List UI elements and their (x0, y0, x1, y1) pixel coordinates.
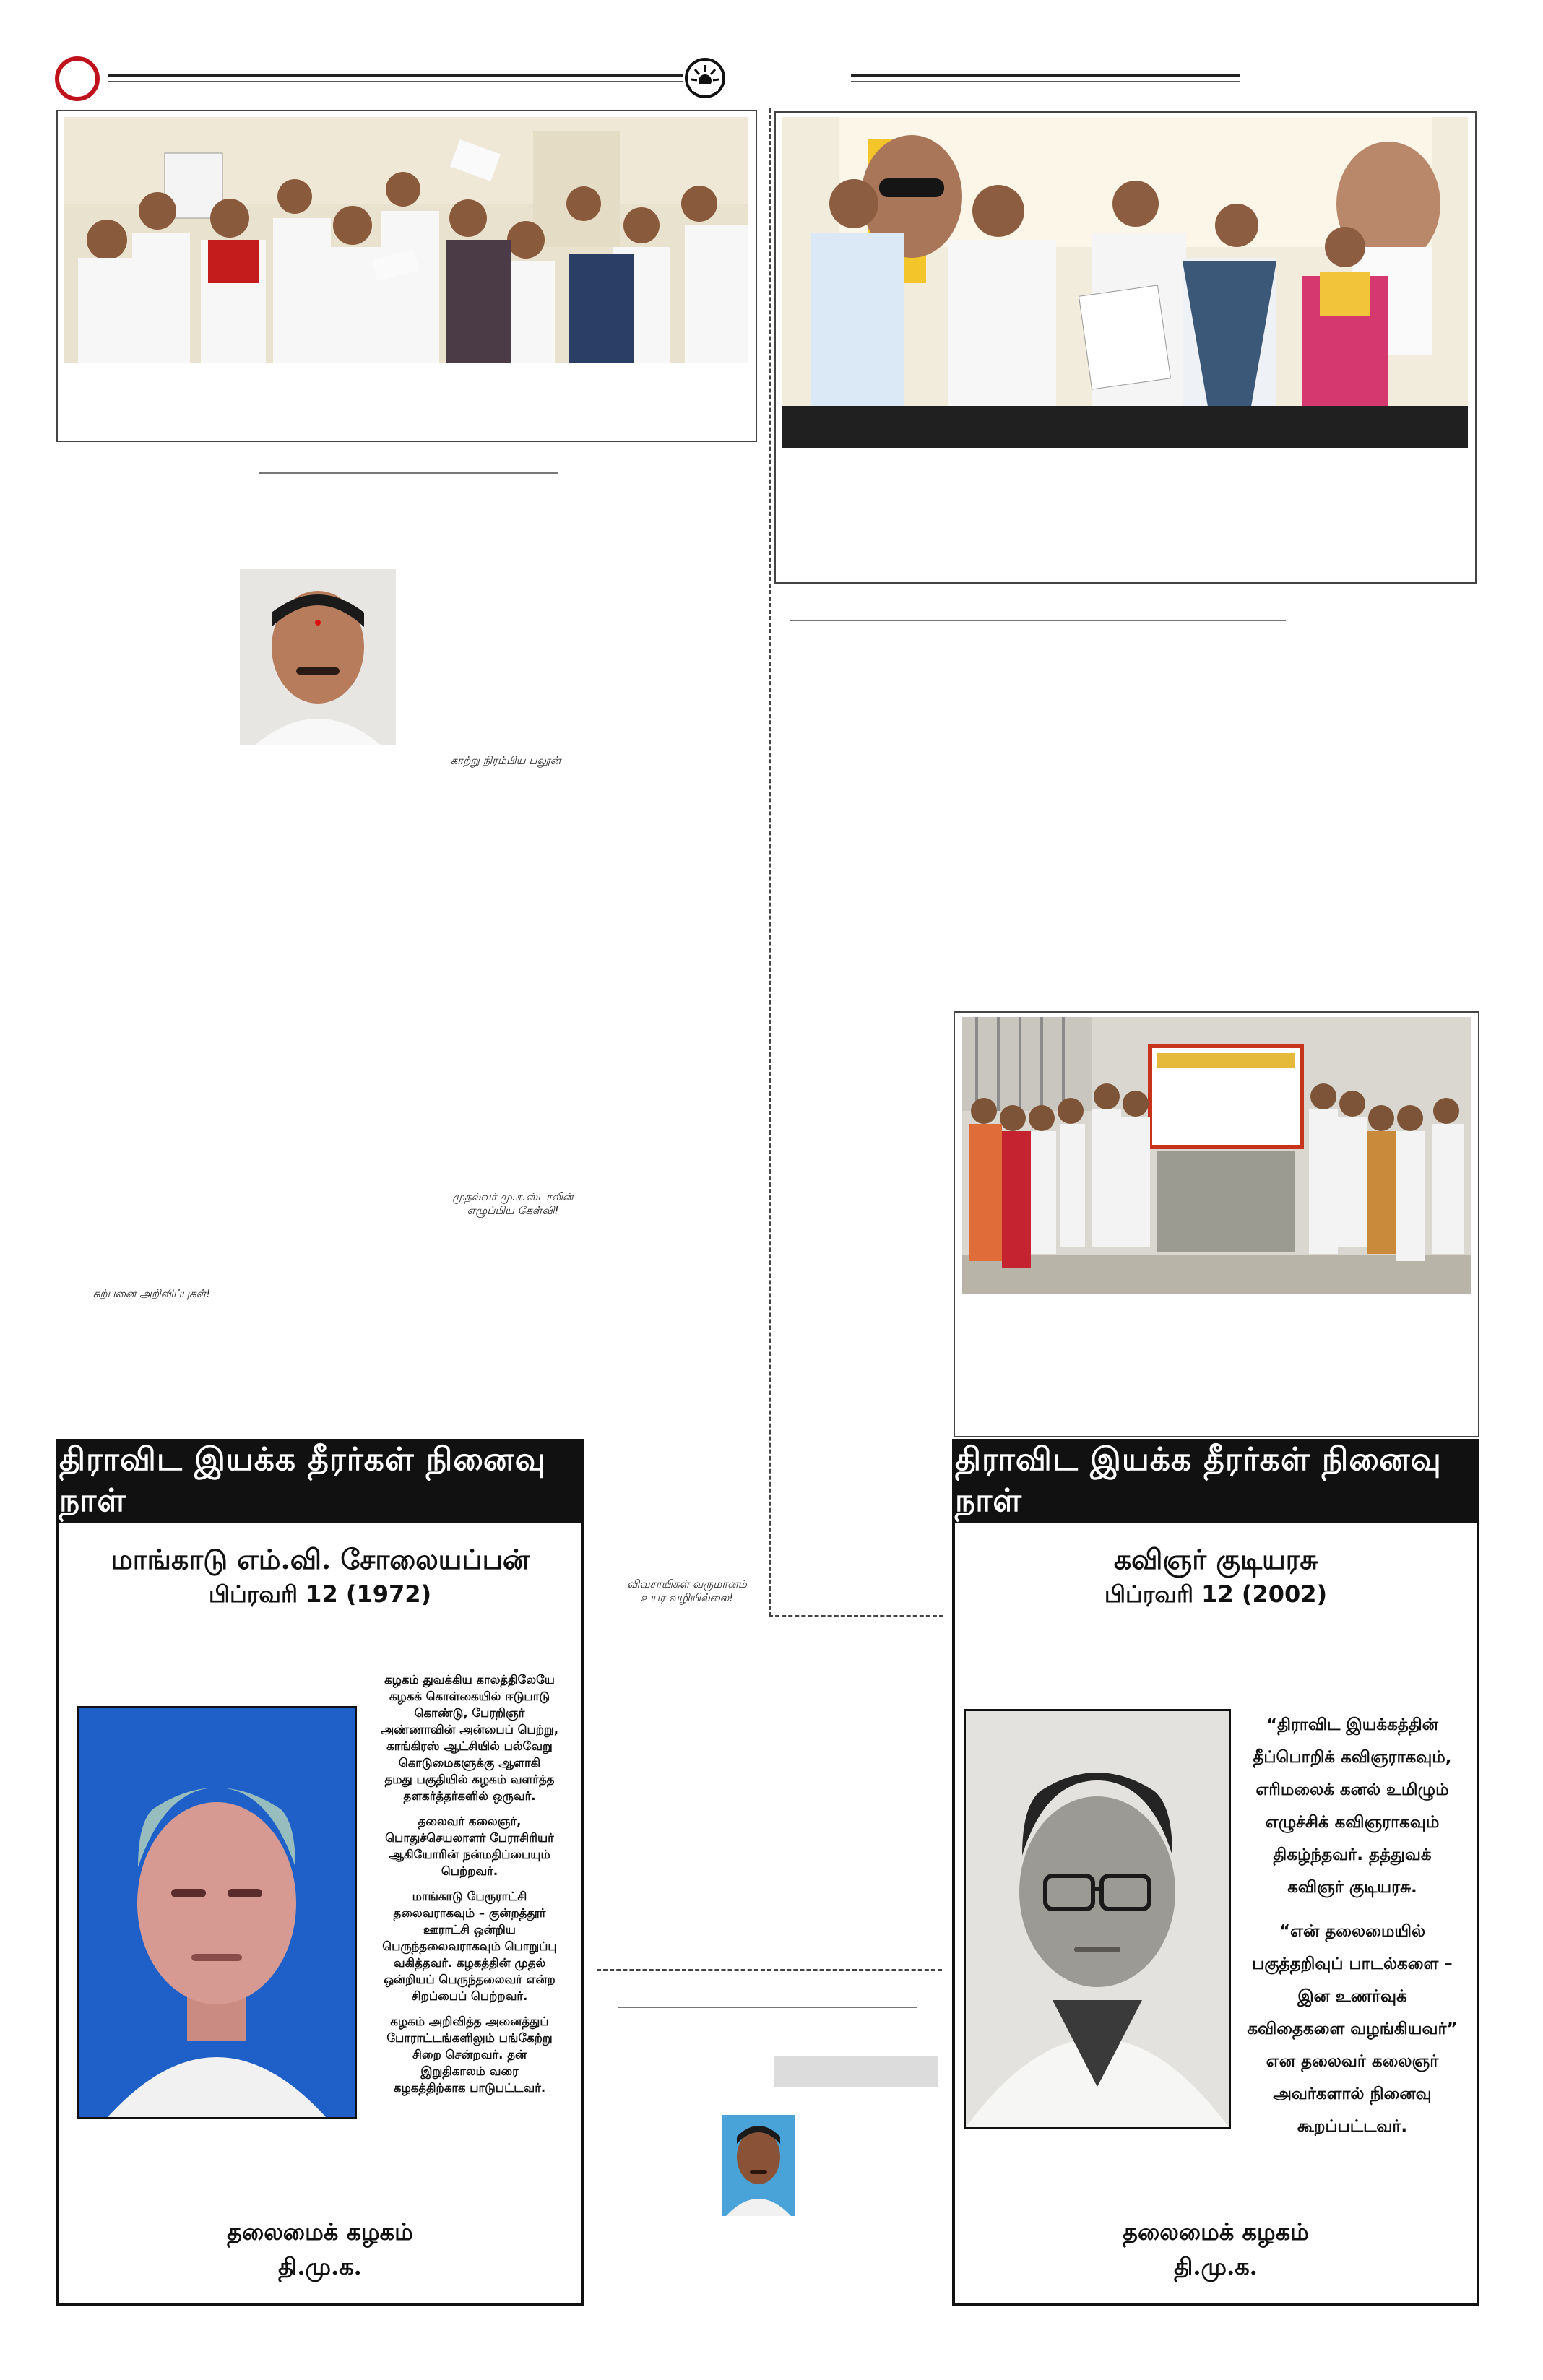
tribute-2-quote (1232, 1709, 1472, 2155)
right-column-rule-1 (790, 620, 1286, 621)
bio-line: தலைவராகவும் – குன்றத்தூர் (393, 1906, 546, 1920)
bio-line: போராட்டங்களிலும் பங்கேற்று (386, 2031, 553, 2045)
tribute-1-header: திராவிட இயக்க தீரர்கள் நினைவு நாள் (59, 1442, 581, 1523)
group-inauguration-photo (962, 1017, 1471, 1294)
quote-line: இன உணர்வுக் (1297, 1987, 1407, 2006)
quote-line: எழுச்சிக் கவிஞராகவும் (1265, 1813, 1440, 1832)
tribute-2-signature (955, 2215, 1477, 2284)
bio-line: காங்கிரஸ் ஆட்சியில் பல்வேறு (386, 1739, 553, 1753)
tribute-card-2 (952, 1439, 1479, 2306)
cm-question-caption (405, 1190, 621, 1218)
bio-line: சிறப்பைப் பெற்றவர். (411, 1989, 528, 2003)
masthead-rule-left (108, 74, 683, 77)
center-rule (618, 2007, 917, 2008)
tribute-card-1 (56, 1439, 584, 2306)
bio-line: தமது பகுதியில் கழகம் வளர்த்த (384, 1773, 555, 1786)
left-column-rule-1 (259, 472, 558, 474)
bio-line: அண்ணாவின் அன்பைப் பெற்று, (380, 1723, 559, 1736)
quote-line: திகழ்ந்தவர். தத்துவக் (1273, 1845, 1432, 1864)
tribute-2-quote-para-1 (1232, 1709, 1472, 1904)
tribute-1-signature (59, 2215, 581, 2284)
tribute-1-sign-line-2: தி.மு.க. (278, 2253, 362, 2280)
farmers-income-line-1: விவசாயிகள் வருமானம் (627, 1578, 747, 1591)
bio-line: ஆகியோரின் நன்மதிப்பையும் (389, 1848, 550, 1861)
column-divider-vertical (769, 108, 771, 1617)
quote-line: கவிதைகளை வழங்கியவர்” (1247, 2020, 1458, 2038)
bio-line: கொடுமைகளுக்கு ஆளாகி (398, 1756, 541, 1770)
bio-line: தலைவர் கலைஞர், (418, 1814, 522, 1828)
bio-line: கழகத்திற்காக பாடுபட்டவர். (393, 2081, 546, 2095)
quote-line: கூறப்பட்டவர். (1297, 2117, 1408, 2136)
masthead-rule-right-thin (851, 81, 1240, 82)
small-obituary-headshot (722, 2115, 795, 2216)
politician-headshot-photo (240, 569, 396, 745)
bio-line: இறுதிகாலம் வரை (420, 2064, 519, 2078)
quote-line: தீப்பொறிக் கவிஞராகவும், (1253, 1748, 1452, 1767)
bio-line: சிறை சென்றவர். தன் (412, 2048, 527, 2061)
tribute-1-bio-para-3 (361, 1888, 578, 2004)
center-divider-horizontal (597, 1969, 942, 1971)
bio-line: ஊராட்சி ஒன்றிய (423, 1923, 516, 1937)
bio-line: கொண்டு, பேரறிஞர் (414, 1706, 525, 1720)
tribute-1-bio-para-4 (361, 2013, 578, 2096)
masthead-rule-right (851, 74, 1240, 77)
farmers-income-line-2: உயர வழியில்லை! (640, 1591, 734, 1604)
tribute-1-date: பிப்ரவரி 12 (1972) (208, 1580, 432, 1608)
crowd-handing-documents-photo (64, 117, 748, 363)
bio-line: கழகக் கொள்கையில் ஈடுபாடு (389, 1689, 550, 1703)
tribute-1-bio-para-2 (361, 1813, 578, 1879)
rising-sun-emblem-icon (685, 58, 725, 98)
fiction-announcements-caption: கற்பனை அறிவிப்புகள்! (92, 1287, 211, 1300)
tribute-1-bio-para-1 (361, 1671, 578, 1804)
tribute-1-sign-line-1: தலைமைக் கழகம் (227, 2218, 413, 2246)
quote-line: என தலைவர் கலைஞர் (1266, 2052, 1439, 2071)
certificate-handover-photo (782, 117, 1468, 448)
tribute-2-date: பிப்ரவரி 12 (2002) (1104, 1580, 1328, 1608)
tribute-2-quote-para-2 (1232, 1916, 1472, 2143)
bio-line: கழகம் துவக்கிய காலத்திலேயே (384, 1673, 555, 1687)
bio-line: ஒன்றியப் பெருந்தலைவர் என்ற (384, 1973, 556, 1986)
tribute-2-header: திராவிட இயக்க தீரர்கள் நினைவு நாள் (955, 1442, 1477, 1523)
bio-line: பொதுச்செயலாளர் பேராசிரியர் (385, 1831, 554, 1845)
tribute-1-bio (361, 1671, 578, 2105)
quote-line: அவர்களால் நினைவு (1273, 2085, 1432, 2103)
quote-line: “என் தலைமையில் (1279, 1922, 1426, 1941)
tribute-2-portrait (964, 1709, 1231, 2129)
tribute-1-portrait (77, 1706, 357, 2119)
bio-line: மாங்காடு பேரூராட்சி (412, 1890, 527, 1903)
farmers-income-caption (611, 1578, 763, 1605)
tribute-2-name: கவிஞர் குடியரசு (1113, 1543, 1318, 1575)
masthead-rule-left-thin (108, 81, 683, 82)
column-divider-horizontal (769, 1615, 943, 1617)
tribute-2-sign-line-1: தலைமைக் கழகம் (1123, 2218, 1309, 2246)
cm-question-line-1: முதல்வர் மு.க.ஸ்டாலின் (452, 1190, 574, 1203)
quote-line: எரிமலைக் கனல் உமிழும் (1255, 1780, 1449, 1799)
tribute-2-sign-line-2: தி.மு.க. (1174, 2253, 1258, 2280)
quote-line: “திராவிட இயக்கத்தின் (1266, 1715, 1438, 1734)
cm-question-line-2: எழுப்பிய கேள்வி! (467, 1204, 559, 1217)
bio-line: கழகம் அறிவித்த அனைத்துப் (390, 2015, 549, 2028)
bio-line: பெருந்தலைவராகவும் பொறுப்பு (382, 1939, 557, 1953)
headshot-caption: காற்று நிரம்பிய பலூன் (450, 754, 561, 767)
quote-line: பகுத்தறிவுப் பாடல்களை – (1252, 1955, 1453, 1973)
grey-highlight-bar (774, 2056, 938, 2087)
tribute-1-name: மாங்காடு எம்.வி. சோலையப்பன் (111, 1543, 530, 1575)
bio-line: தளகர்த்தர்களில் ஒருவர். (403, 1789, 536, 1803)
bio-line: பெற்றவர். (441, 1864, 498, 1878)
bio-line: வகித்தவர். கழகத்தின் முதல் (393, 1956, 546, 1970)
quote-line: கவிஞர் குடியரசு. (1287, 1878, 1417, 1897)
masthead-circle (55, 56, 100, 101)
